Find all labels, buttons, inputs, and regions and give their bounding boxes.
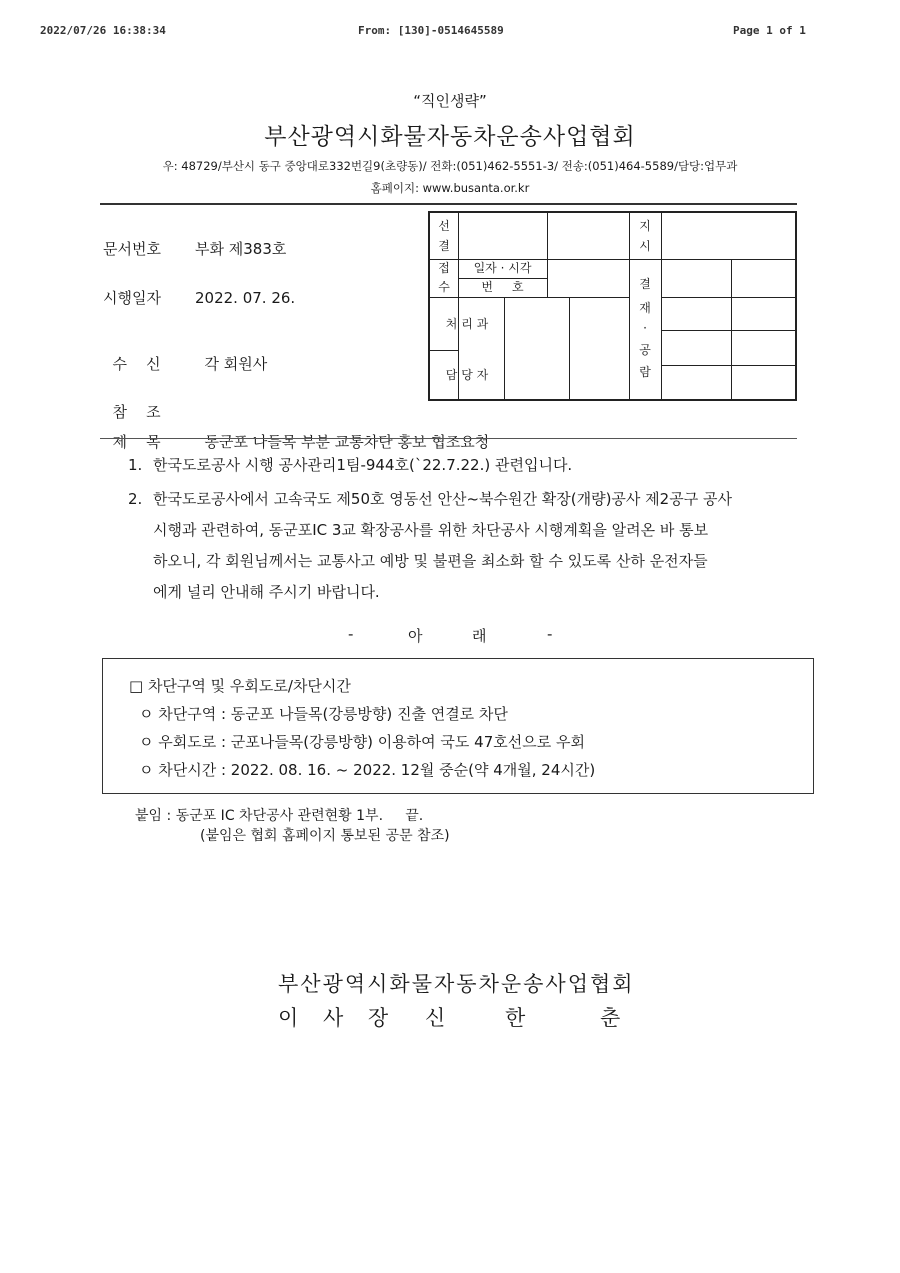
subject: 동군포 나들목 부분 교통차단 홍보 협조요청 — [204, 433, 490, 451]
below-a: 아 — [408, 627, 423, 645]
org-title: 부산광역시화물자동차운송사업협회 — [264, 124, 636, 150]
detail-item-detour: ㅇ 우회도로 : 군포나들목(강릉방향) 이용하여 국도 47호선으로 우회 — [139, 733, 585, 751]
date-row — [103, 287, 295, 308]
date-label: 시행일자 — [103, 289, 161, 307]
doc-number-row — [103, 238, 286, 259]
approval-number: 번 호 — [481, 280, 524, 294]
reference-label: 참 조 — [112, 403, 161, 421]
item2-line-4: 에게 널리 안내해 주시기 바랍니다. — [153, 583, 380, 601]
below-dash-right: - — [547, 625, 553, 643]
org-address: 우: 48729/부산시 동구 중앙대로332번길9(초량동)/ 전화:(051)462-5551-3/ 전송:(051)464-5589/담당:업무과 — [162, 159, 738, 173]
signature-name-2: 한 — [505, 1006, 526, 1030]
fax-from: From: [130]-0514645589 — [358, 24, 504, 37]
signature-title: 이 사 장 — [278, 1006, 398, 1030]
detail-heading: □ 차단구역 및 우회도로/차단시간 — [129, 677, 351, 695]
item2-line-3: 하오니, 각 회원님께서는 교통사고 예방 및 불편을 최소화 할 수 있도록 산하 운전자들 — [153, 552, 708, 570]
doc-number: 부화 제383호 — [195, 240, 287, 258]
subject-row — [103, 413, 489, 452]
approval-ji: 지 — [639, 219, 651, 233]
approval-date-time: 일자 · 시각 — [473, 261, 532, 275]
approval-jae: 재 — [639, 301, 651, 315]
item2-line-2: 시행과 관련하여, 동군포IC 3교 확장공사를 위한 차단공사 시행계획을 알려온 바 통보 — [153, 521, 709, 539]
issue-date: 2022. 07. 26. — [195, 289, 296, 307]
item2-line-1: 한국도로공사에서 고속국도 제50호 영동선 안산~북수원간 확장(개량)공사 제2공구 공사 — [153, 490, 732, 508]
approval-su: 수 — [438, 280, 450, 294]
approval-staff: 담 당 자 — [445, 368, 489, 382]
approval-jeop: 접 — [438, 261, 450, 275]
approval-gong: 공 — [639, 343, 651, 357]
header-divider — [100, 203, 797, 205]
attachment-line-2: (붙임은 협회 홈페이지 통보된 공문 참조) — [200, 828, 450, 844]
signature-name-1: 신 — [425, 1006, 446, 1030]
seal-omitted-note: “직인생략” — [413, 92, 487, 110]
subject-label: 제 목 — [112, 433, 161, 451]
recipient-row — [103, 335, 267, 374]
subject-divider — [100, 438, 797, 439]
approval-ram: 람 — [639, 365, 651, 379]
approval-grid — [428, 211, 797, 401]
org-homepage: 홈페이지: www.busanta.or.kr — [370, 181, 530, 195]
signature-org: 부산광역시화물자동차운송사업협회 — [278, 972, 635, 996]
item2-number: 2. — [128, 490, 143, 508]
approval-gyeol: 결 — [438, 239, 450, 253]
approval-dept: 처 리 과 — [445, 317, 489, 331]
approval-si: 시 — [639, 239, 651, 253]
approval-gyeol2: 결 — [639, 277, 651, 291]
signature-name-3: 춘 — [600, 1006, 621, 1030]
detail-item-closure: ㅇ 차단구역 : 동군포 나들목(강릉방향) 진출 연결로 차단 — [139, 705, 508, 723]
item1-text: 한국도로공사 시행 공사관리1팀-944호(`22.7.22.) 관련입니다. — [153, 456, 573, 474]
fax-page: Page 1 of 1 — [733, 24, 806, 37]
approval-seon: 선 — [438, 219, 450, 233]
below-rae: 래 — [472, 627, 487, 645]
approval-dot: · — [643, 321, 647, 335]
fax-datetime: 2022/07/26 16:38:34 — [40, 24, 166, 37]
recipient-label: 수 신 — [112, 355, 161, 373]
detail-box — [102, 658, 814, 794]
attachment-line-1: 붙임 : 동군포 IC 차단공사 관련현황 1부. 끝. — [135, 808, 424, 824]
recipient: 각 회원사 — [204, 355, 268, 373]
doc-number-label: 문서번호 — [103, 240, 161, 258]
detail-item-period: ㅇ 차단시간 : 2022. 08. 16. ~ 2022. 12월 중순(약 4개월, 24시간) — [139, 761, 596, 779]
below-dash-left: - — [348, 625, 354, 643]
item1-number: 1. — [128, 456, 143, 474]
